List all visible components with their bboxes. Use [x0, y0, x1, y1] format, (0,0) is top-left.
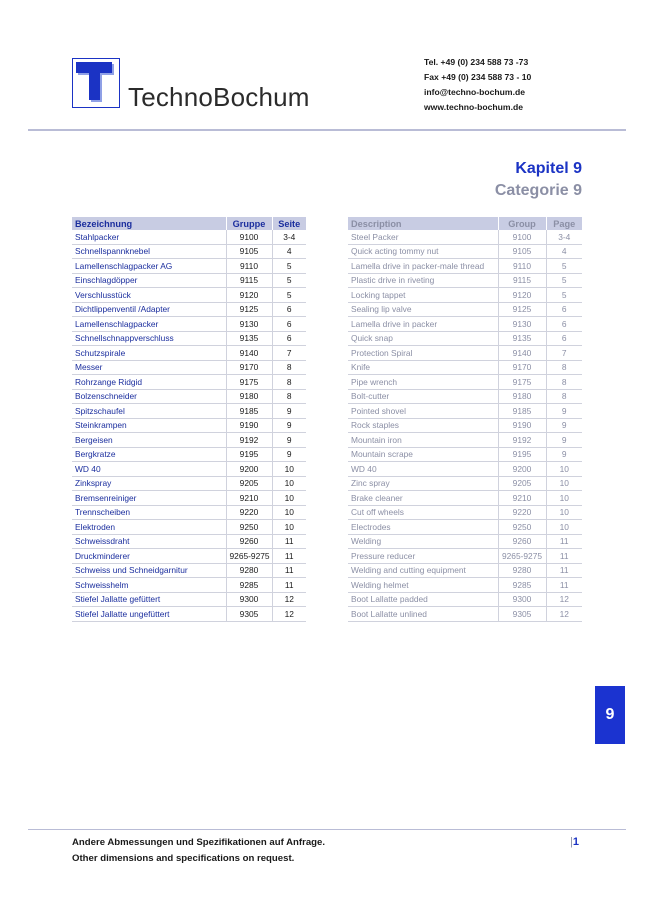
item-name: Pipe wrench	[348, 375, 498, 390]
page-ref: 5	[272, 288, 306, 303]
group-number: 9135	[226, 331, 272, 346]
item-name: Lamellenschlagpacker AG	[72, 259, 226, 274]
group-number: 9195	[498, 447, 546, 462]
page-ref: 5	[546, 273, 582, 288]
item-name: Boot Lallatte unlined	[348, 607, 498, 622]
page-ref: 8	[272, 375, 306, 390]
table-row[interactable]	[348, 578, 582, 593]
item-name: Mountain iron	[348, 433, 498, 448]
table-row[interactable]	[72, 418, 306, 433]
group-number: 9115	[498, 273, 546, 288]
item-name: Schnellschnappverschluss	[72, 331, 226, 346]
item-name: Lamella drive in packer	[348, 317, 498, 332]
item-name: WD 40	[348, 462, 498, 477]
page-ref: 10	[272, 505, 306, 520]
page-ref: 9	[546, 404, 582, 419]
table-row[interactable]	[72, 549, 306, 564]
table-row[interactable]	[72, 520, 306, 535]
item-name: Stiefel Jallatte gefüttert	[72, 592, 226, 607]
group-number: 9140	[226, 346, 272, 361]
page-ref: 4	[272, 244, 306, 259]
group-number: 9220	[226, 505, 272, 520]
item-name: Locking tappet	[348, 288, 498, 303]
item-name: Stiefel Jallatte ungefüttert	[72, 607, 226, 622]
page-ref: 9	[272, 447, 306, 462]
group-number: 9210	[226, 491, 272, 506]
brand-name: TechnoBochum	[128, 82, 310, 112]
page-ref: 11	[546, 534, 582, 549]
group-number: 9115	[226, 273, 272, 288]
table-row[interactable]	[72, 592, 306, 607]
table-row[interactable]	[72, 476, 306, 491]
item-name: Lamellenschlagpacker	[72, 317, 226, 332]
table-row[interactable]	[348, 404, 582, 419]
group-number: 9135	[498, 331, 546, 346]
chapter-tab[interactable]: 9	[595, 686, 625, 744]
page-ref: 12	[272, 607, 306, 622]
item-name: Welding	[348, 534, 498, 549]
item-name: Bolzenschneider	[72, 389, 226, 404]
item-name: Bergeisen	[72, 433, 226, 448]
page-ref: 9	[546, 447, 582, 462]
item-name: Pressure reducer	[348, 549, 498, 564]
page-ref: 6	[546, 331, 582, 346]
item-name: Knife	[348, 360, 498, 375]
table-row[interactable]	[348, 346, 582, 361]
group-number: 9125	[498, 302, 546, 317]
page-ref: 6	[272, 317, 306, 332]
item-name: Boot Lallatte padded	[348, 592, 498, 607]
item-name: Bremsenreiniger	[72, 491, 226, 506]
categorie-title: Categorie 9	[494, 182, 582, 199]
item-name: Sealing lip valve	[348, 302, 498, 317]
page-ref: 5	[546, 288, 582, 303]
table-row[interactable]	[72, 607, 306, 622]
header-divider	[28, 129, 626, 131]
table-row[interactable]	[72, 317, 306, 332]
page-ref: 12	[546, 592, 582, 607]
table-row[interactable]	[348, 491, 582, 506]
group-number: 9110	[226, 259, 272, 274]
item-name: Mountain scrape	[348, 447, 498, 462]
group-number: 9280	[498, 563, 546, 578]
group-number: 9250	[498, 520, 546, 535]
techno-bochum-logo-icon	[72, 58, 120, 108]
table-row[interactable]	[348, 273, 582, 288]
item-name: Schweiss und Schneidgarnitur	[72, 563, 226, 578]
item-name: Lamella drive in packer-male thread	[348, 259, 498, 274]
item-name: Quick acting tommy nut	[348, 244, 498, 259]
table-row[interactable]	[72, 505, 306, 520]
page-ref: 9	[546, 433, 582, 448]
group-number: 9285	[226, 578, 272, 593]
table-row[interactable]	[72, 288, 306, 303]
table-row[interactable]	[72, 346, 306, 361]
group-number: 9175	[226, 375, 272, 390]
table-row[interactable]	[72, 534, 306, 549]
item-name: Rock staples	[348, 418, 498, 433]
group-number: 9285	[498, 578, 546, 593]
page-ref: 12	[272, 592, 306, 607]
item-name: Plastic drive in riveting	[348, 273, 498, 288]
item-name: Trennscheiben	[72, 505, 226, 520]
item-name: Quick snap	[348, 331, 498, 346]
table-row[interactable]	[348, 389, 582, 404]
page-ref: 10	[546, 491, 582, 506]
table-row[interactable]	[348, 534, 582, 549]
table-row[interactable]	[72, 302, 306, 317]
table-row[interactable]	[348, 476, 582, 491]
table-row[interactable]	[72, 331, 306, 346]
page-ref: 6	[272, 302, 306, 317]
group-number: 9205	[226, 476, 272, 491]
kapitel-title: Kapitel 9	[515, 160, 582, 177]
item-name: Spitzschaufel	[72, 404, 226, 419]
group-number: 9195	[226, 447, 272, 462]
page-ref: 11	[272, 549, 306, 564]
table-row[interactable]	[348, 244, 582, 259]
page-ref: 9	[272, 418, 306, 433]
page-ref: 8	[546, 375, 582, 390]
table-row[interactable]	[72, 360, 306, 375]
item-name: Cut off wheels	[348, 505, 498, 520]
page-ref: 5	[272, 273, 306, 288]
table-row[interactable]	[348, 375, 582, 390]
contact-tel: Tel. +49 (0) 234 588 73 -73	[424, 57, 529, 67]
table-row[interactable]	[348, 549, 582, 564]
page-ref: 10	[272, 520, 306, 535]
group-number: 9120	[498, 288, 546, 303]
table-row[interactable]	[72, 244, 306, 259]
table-row[interactable]	[348, 607, 582, 622]
page-ref: 9	[272, 433, 306, 448]
page-ref: 11	[272, 578, 306, 593]
group-number: 9200	[498, 462, 546, 477]
group-number: 9100	[226, 230, 272, 244]
page-ref: 5	[546, 259, 582, 274]
group-number: 9125	[226, 302, 272, 317]
page-ref: 10	[546, 520, 582, 535]
table-row[interactable]	[348, 462, 582, 477]
group-number: 9205	[498, 476, 546, 491]
page-ref: 10	[272, 476, 306, 491]
item-name: Welding and cutting equipment	[348, 563, 498, 578]
item-name: Druckminderer	[72, 549, 226, 564]
page-ref: 6	[272, 331, 306, 346]
item-name: Messer	[72, 360, 226, 375]
footer-note	[72, 835, 325, 867]
page-ref: 7	[272, 346, 306, 361]
chapter-heading	[495, 158, 582, 202]
page-ref: 3-4	[272, 230, 306, 244]
item-name: Brake cleaner	[348, 491, 498, 506]
group-number: 9180	[498, 389, 546, 404]
table-row[interactable]	[348, 520, 582, 535]
item-name: Pointed shovel	[348, 404, 498, 419]
group-number: 9175	[498, 375, 546, 390]
column-header-page: Page	[546, 217, 582, 230]
item-name: Protection Spiral	[348, 346, 498, 361]
column-header-gruppe: Gruppe	[226, 217, 272, 230]
contact-email[interactable]: info@techno-bochum.de	[424, 87, 525, 97]
page-ref: 11	[272, 534, 306, 549]
column-header-bezeichnung: Bezeichnung	[72, 217, 226, 230]
page-ref: 3-4	[546, 230, 582, 244]
group-number: 9185	[498, 404, 546, 419]
item-name: Electrodes	[348, 520, 498, 535]
group-number: 9170	[226, 360, 272, 375]
group-number: 9130	[498, 317, 546, 332]
item-name: Verschlusstück	[72, 288, 226, 303]
item-name: Steel Packer	[348, 230, 498, 244]
page-ref: 12	[546, 607, 582, 622]
table-row[interactable]	[72, 433, 306, 448]
page-ref: 6	[546, 317, 582, 332]
group-number: 9260	[498, 534, 546, 549]
table-row[interactable]	[348, 302, 582, 317]
table-row[interactable]	[348, 259, 582, 274]
group-number: 9105	[226, 244, 272, 259]
table-row[interactable]	[348, 433, 582, 448]
page-ref: 10	[272, 462, 306, 477]
group-number: 9130	[226, 317, 272, 332]
page-ref: 4	[546, 244, 582, 259]
table-row[interactable]	[72, 462, 306, 477]
group-number: 9265-9275	[498, 549, 546, 564]
item-name: Einschlagdöpper	[72, 273, 226, 288]
page-ref: 8	[272, 389, 306, 404]
item-name: Schweisshelm	[72, 578, 226, 593]
footer-line-en: Other dimensions and specifications on request.	[72, 853, 295, 864]
page-ref: 11	[272, 563, 306, 578]
table-row[interactable]	[348, 505, 582, 520]
table-row[interactable]	[72, 230, 306, 244]
item-name: Schnellspannknebel	[72, 244, 226, 259]
group-number: 9300	[226, 592, 272, 607]
table-row[interactable]	[72, 259, 306, 274]
page-ref: 10	[546, 462, 582, 477]
page-ref: 9	[272, 404, 306, 419]
group-number: 9305	[498, 607, 546, 622]
table-row[interactable]	[348, 360, 582, 375]
page-number-value: 1	[572, 836, 579, 848]
table-row[interactable]	[72, 389, 306, 404]
group-number: 9100	[498, 230, 546, 244]
group-number: 9140	[498, 346, 546, 361]
group-number: 9180	[226, 389, 272, 404]
page-ref: 10	[546, 505, 582, 520]
page-ref: 7	[546, 346, 582, 361]
footer-line-de: Andere Abmessungen und Spezifikationen auf Anfrage.	[72, 837, 326, 848]
item-name: Bergkratze	[72, 447, 226, 462]
group-number: 9260	[226, 534, 272, 549]
contact-fax: Fax +49 (0) 234 588 73 - 10	[424, 72, 532, 82]
group-number: 9120	[226, 288, 272, 303]
group-number: 9105	[498, 244, 546, 259]
table-row[interactable]	[72, 273, 306, 288]
table-row[interactable]	[348, 563, 582, 578]
page-ref: 8	[272, 360, 306, 375]
item-name: Steinkrampen	[72, 418, 226, 433]
page-ref: 10	[546, 476, 582, 491]
page-ref: 8	[546, 360, 582, 375]
english-index-table	[348, 217, 582, 622]
group-number: 9280	[226, 563, 272, 578]
group-number: 9110	[498, 259, 546, 274]
page-ref: 6	[546, 302, 582, 317]
page-ref: 10	[272, 491, 306, 506]
table-row[interactable]	[348, 317, 582, 332]
footer-divider	[28, 829, 626, 830]
group-number: 9200	[226, 462, 272, 477]
item-name: Dichtlippenventil /Adapter	[72, 302, 226, 317]
table-row[interactable]	[72, 375, 306, 390]
page-number: |1	[570, 836, 579, 848]
page-ref: 8	[546, 389, 582, 404]
item-name: Rohrzange Ridgid	[72, 375, 226, 390]
column-header-description: Description	[348, 217, 498, 230]
german-index-table	[72, 217, 306, 622]
table-row[interactable]	[348, 592, 582, 607]
table-header-row	[348, 217, 582, 230]
page-ref: 9	[546, 418, 582, 433]
item-name: Elektroden	[72, 520, 226, 535]
page-ref: 11	[546, 563, 582, 578]
group-number: 9210	[498, 491, 546, 506]
item-name: Schweissdraht	[72, 534, 226, 549]
group-number: 9305	[226, 607, 272, 622]
table-row[interactable]	[72, 491, 306, 506]
table-row[interactable]	[348, 418, 582, 433]
table-row[interactable]	[348, 230, 582, 244]
page-ref: 11	[546, 578, 582, 593]
table-header-row	[72, 217, 306, 230]
item-name: Zinc spray	[348, 476, 498, 491]
page-ref: 11	[546, 549, 582, 564]
contact-block	[424, 55, 531, 115]
group-number: 9170	[498, 360, 546, 375]
page-ref: 5	[272, 259, 306, 274]
group-number: 9265-9275	[226, 549, 272, 564]
table-row[interactable]	[348, 447, 582, 462]
group-number: 9192	[226, 433, 272, 448]
item-name: Schutzspirale	[72, 346, 226, 361]
table-row[interactable]	[348, 288, 582, 303]
column-header-group: Group	[498, 217, 546, 230]
column-header-seite: Seite	[272, 217, 306, 230]
item-name: Stahlpacker	[72, 230, 226, 244]
item-name: Bolt-cutter	[348, 389, 498, 404]
contact-web[interactable]: www.techno-bochum.de	[424, 102, 523, 112]
group-number: 9250	[226, 520, 272, 535]
group-number: 9192	[498, 433, 546, 448]
group-number: 9300	[498, 592, 546, 607]
table-row[interactable]	[72, 404, 306, 419]
table-row[interactable]	[348, 331, 582, 346]
group-number: 9190	[498, 418, 546, 433]
group-number: 9220	[498, 505, 546, 520]
group-number: 9190	[226, 418, 272, 433]
item-name: Welding helmet	[348, 578, 498, 593]
item-name: Zinkspray	[72, 476, 226, 491]
table-row[interactable]	[72, 563, 306, 578]
item-name: WD 40	[72, 462, 226, 477]
group-number: 9185	[226, 404, 272, 419]
table-row[interactable]	[72, 578, 306, 593]
table-row[interactable]	[72, 447, 306, 462]
